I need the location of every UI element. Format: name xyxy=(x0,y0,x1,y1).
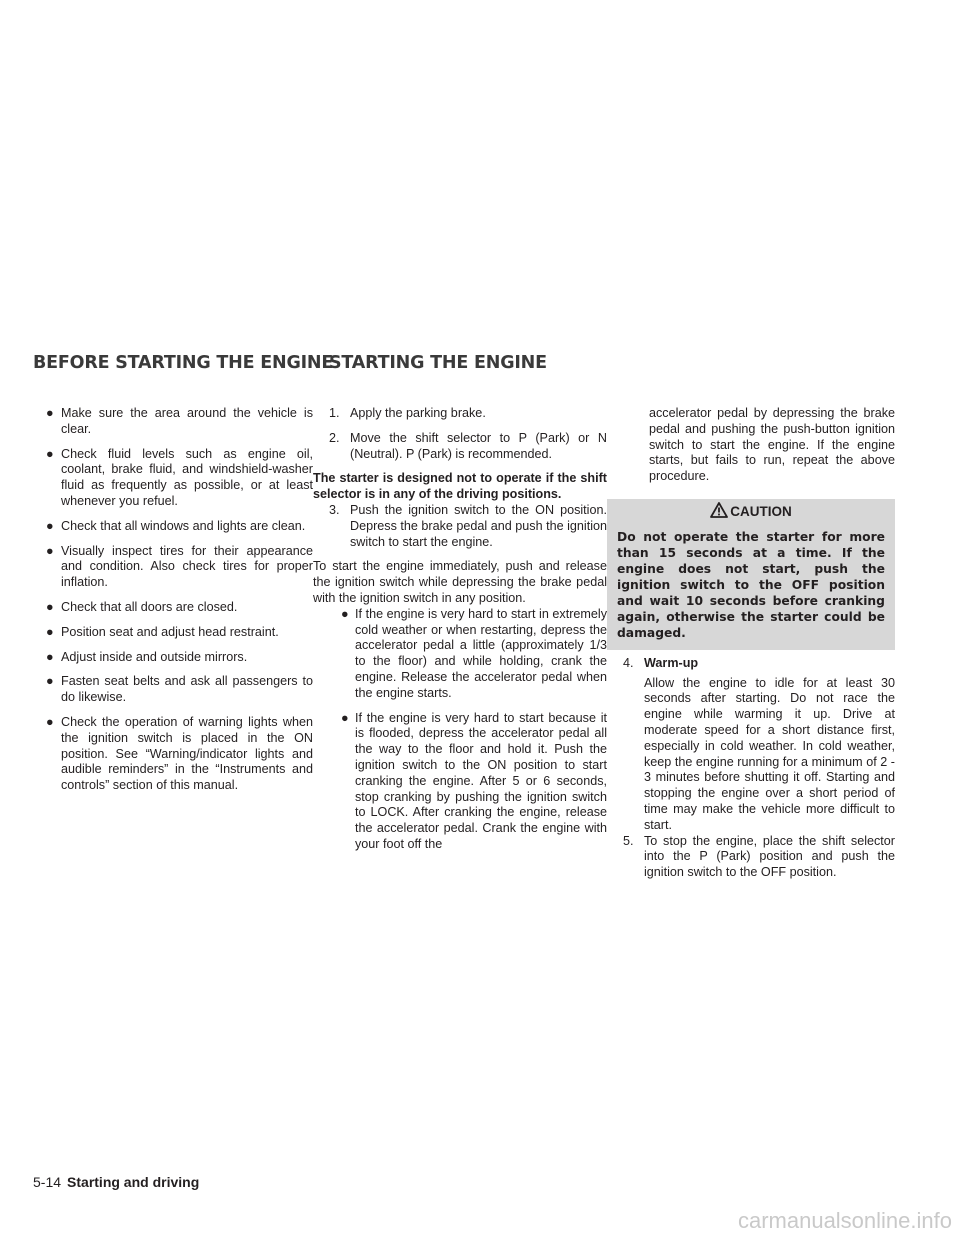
bullet-icon: ● xyxy=(46,624,54,639)
heading-before-starting: BEFORE STARTING THE ENGINE xyxy=(33,353,334,373)
section-name: Starting and driving xyxy=(67,1174,200,1190)
bullet-icon: ● xyxy=(46,599,54,614)
step-3: 3. Push the ignition switch to the ON position. Depress the brake pedal and push the ignition switch to start the engine. xyxy=(329,502,607,549)
step-3-bullet: ● If the engine is very hard to start in extremely cold weather or when restarting, depress the accelerator pedal a little (approximately 1/3 to the floor) and while holding, crank the engine. Release the accelerator pedal when the engine starts. xyxy=(341,606,607,700)
column-starting-steps xyxy=(313,406,607,862)
checklist-item: ● Check that all doors are closed. xyxy=(46,599,238,614)
heading-starting: STARTING THE ENGINE xyxy=(329,353,547,373)
page-number: 5-14 xyxy=(33,1174,62,1190)
caution-box xyxy=(607,499,895,650)
step-2-note: The starter is designed not to operate if the shift selector is in any of the driving positions. xyxy=(313,471,607,502)
caution-text: Do not operate the starter for more than 15 seconds at a time. If the engine does not start, push the ignition switch to the OFF position and wait 10 seconds before cranking again, otherwise the starter could be damaged. xyxy=(617,529,885,640)
checklist-item: ● Check fluid levels such as engine oil, coolant, brake fluid, and windshield-washer fluid as frequently as possible, or at least whenever you refuel. xyxy=(46,446,313,508)
warning-triangle-icon xyxy=(710,502,728,522)
step-2: 2. Move the shift selector to P (Park) or N (Neutral). P (Park) is recommended. xyxy=(329,430,607,461)
step-3-bullet-continued: accelerator pedal by depressing the brake pedal and pushing the push-button ignition switch to start the engine. If the engine starts, but fails to run, repeat the above procedure. xyxy=(649,406,895,484)
bullet-icon: ● xyxy=(46,674,54,689)
checklist-item: ● Position seat and adjust head restraint. xyxy=(46,624,279,639)
page-footer xyxy=(33,1174,199,1190)
step-4: 4. Warm-up xyxy=(623,655,699,670)
column-before-starting xyxy=(33,406,313,803)
bullet-icon: ● xyxy=(46,649,54,664)
caution-header xyxy=(617,502,885,522)
bullet-icon: ● xyxy=(46,406,54,420)
bullet-icon: ● xyxy=(46,518,54,533)
checklist-item: ● Adjust inside and outside mirrors. xyxy=(46,649,248,664)
step-3-note: To start the engine immediately, push and release the ignition switch while depressing the brake pedal with the ignition switch in any position. xyxy=(313,559,607,605)
step-5: 5. To stop the engine, place the shift selector into the P (Park) position and push the ignition switch to the OFF position. xyxy=(623,833,895,880)
bullet-icon: ● xyxy=(46,543,54,558)
caution-title: CAUTION xyxy=(730,503,792,519)
checklist-item: ● Make sure the area around the vehicle is clear. xyxy=(46,406,313,436)
step-1: 1. Apply the parking brake. xyxy=(329,406,486,420)
bullet-icon: ● xyxy=(46,446,54,461)
step-3-bullet: ● If the engine is very hard to start because it is flooded, depress the accelerator pedal all the way to the floor and hold it. Push the ignition switch to the ON position to start cranking the engine. After 5 or 6 seconds, stop cranking by pushing the ignition switch to LOCK. After cranking the engine, release the accelerator pedal. Crank the engine with your foot off the xyxy=(341,710,607,851)
checklist-item: ● Visually inspect tires for their appearance and condition. Also check tires for proper inflation. xyxy=(46,543,313,590)
checklist-item: ● Check the operation of warning lights when the ignition switch is placed in the ON position. See “Warning/indicator lights and audible reminders” in the “Instruments and controls” section of this manual. xyxy=(46,714,313,793)
bullet-icon: ● xyxy=(341,606,349,621)
bullet-icon: ● xyxy=(341,710,349,725)
watermark: carmanualsonline.info xyxy=(737,1208,952,1233)
checklist-item: ● Fasten seat belts and ask all passengers to do likewise. xyxy=(46,674,313,705)
checklist-item: ● Check that all windows and lights are clean. xyxy=(46,518,306,533)
step-4-text: Allow the engine to idle for at least 30 seconds after starting. Do not race the engine while warming it up. Drive at moderate speed for a short distance first, especially in cold weather. In cold weather, keep the engine running for a minimum of 2 - 3 minutes before shutting it off. Starting and stopping the engine over a short period of time may make the vehicle more difficult to start. xyxy=(644,675,895,832)
column-continued xyxy=(607,406,895,890)
bullet-icon: ● xyxy=(46,714,54,729)
